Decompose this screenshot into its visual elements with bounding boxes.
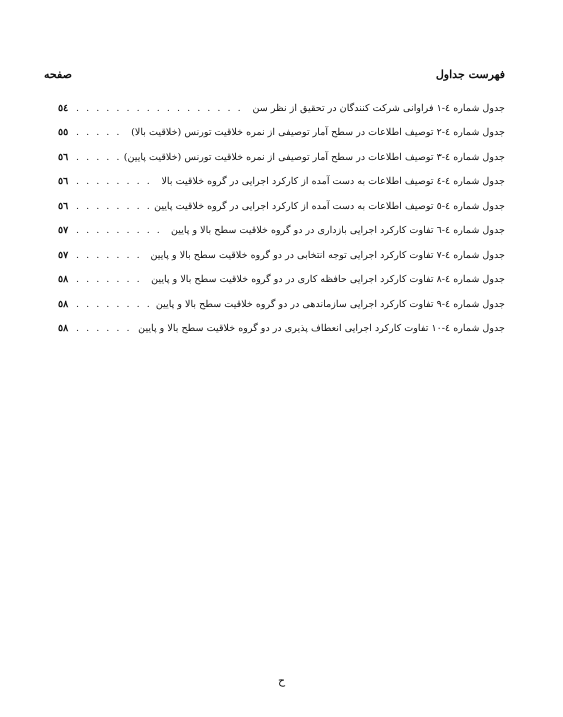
entry-page-number: ٥٦ (58, 151, 69, 163)
entry-page-number: ٥٨ (58, 323, 69, 335)
dot-leader (76, 323, 134, 334)
list-item[interactable] (58, 268, 505, 293)
list-item[interactable] (58, 292, 505, 317)
list-item[interactable] (58, 194, 505, 219)
page-column-label: صفحه (44, 67, 72, 81)
toc-header (44, 64, 505, 84)
entry-title: جدول شماره ٤-٨ تفاوت کارکرد اجرایی حافظه کاری در دو گروه خلاقیت سطح بالا و پایین (151, 274, 505, 286)
dot-leader (76, 152, 120, 163)
dot-leader (76, 225, 167, 236)
dot-leader (76, 250, 147, 261)
dot-leader (76, 103, 248, 114)
entry-page-number: ٥٨ (58, 298, 69, 310)
entry-title: جدول شماره ٤-١٠ تفاوت کارکرد اجرایی انعطاف پذیری در دو گروه خلاقیت سطح بالا و پایین (138, 323, 505, 335)
list-item[interactable] (58, 121, 505, 146)
list-item[interactable] (58, 317, 505, 342)
entry-title: جدول شماره ٤-١ فراوانی شرکت کنندگان در تحقیق از نظر سن (252, 102, 505, 114)
entry-title: جدول شماره ٤-٩ تفاوت کارکرد اجرایی سازماندهی در دو گروه خلاقیت سطح بالا و پایین (155, 298, 505, 310)
entry-page-number: ٥٥ (58, 127, 69, 139)
entry-page-number: ٥٨ (58, 274, 69, 286)
list-item[interactable] (58, 243, 505, 268)
list-item[interactable] (58, 145, 505, 170)
list-item[interactable] (58, 96, 505, 121)
entry-title: جدول شماره ٤-٧ تفاوت کارکرد اجرایی توجه انتخابی در دو گروه خلاقیت سطح بالا و پایین (150, 249, 505, 261)
table-list (58, 96, 505, 341)
page-title: فهرست جداول (435, 67, 505, 81)
entry-page-number: ٥٧ (58, 249, 69, 261)
dot-leader (76, 274, 147, 285)
dot-leader (76, 176, 157, 187)
entry-title: جدول شماره ٤-٦ تفاوت کارکرد اجرایی بازداری در دو گروه خلاقیت سطح بالا و پایین (170, 225, 505, 237)
dot-leader (76, 201, 150, 212)
list-item[interactable] (58, 219, 505, 244)
entry-title: جدول شماره ٤-٣ توصیف اطلاعات در سطح آمار توصیفی از نمره خلاقیت تورنس (خلاقیت پایین) (123, 151, 505, 163)
entry-page-number: ٥٧ (58, 225, 69, 237)
list-item[interactable] (58, 170, 505, 195)
entry-page-number: ٥٤ (58, 102, 69, 114)
page-number: ح (277, 674, 286, 687)
dot-leader (76, 299, 152, 310)
entry-page-number: ٥٦ (58, 200, 69, 212)
entry-page-number: ٥٦ (58, 176, 69, 188)
entry-title: جدول شماره ٤-٢ توصیف اطلاعات در سطح آمار توصیفی از نمره خلاقیت تورنس (خلاقیت بالا) (131, 127, 505, 139)
entry-title: جدول شماره ٤-٤ توصیف اطلاعات به دست آمده از کارکرد اجرایی در گروه خلاقیت بالا (161, 176, 505, 188)
dot-leader (76, 127, 127, 138)
entry-title: جدول شماره ٤-٥ توصیف اطلاعات به دست آمده از کارکرد اجرایی در گروه خلاقیت پایین (154, 200, 505, 212)
